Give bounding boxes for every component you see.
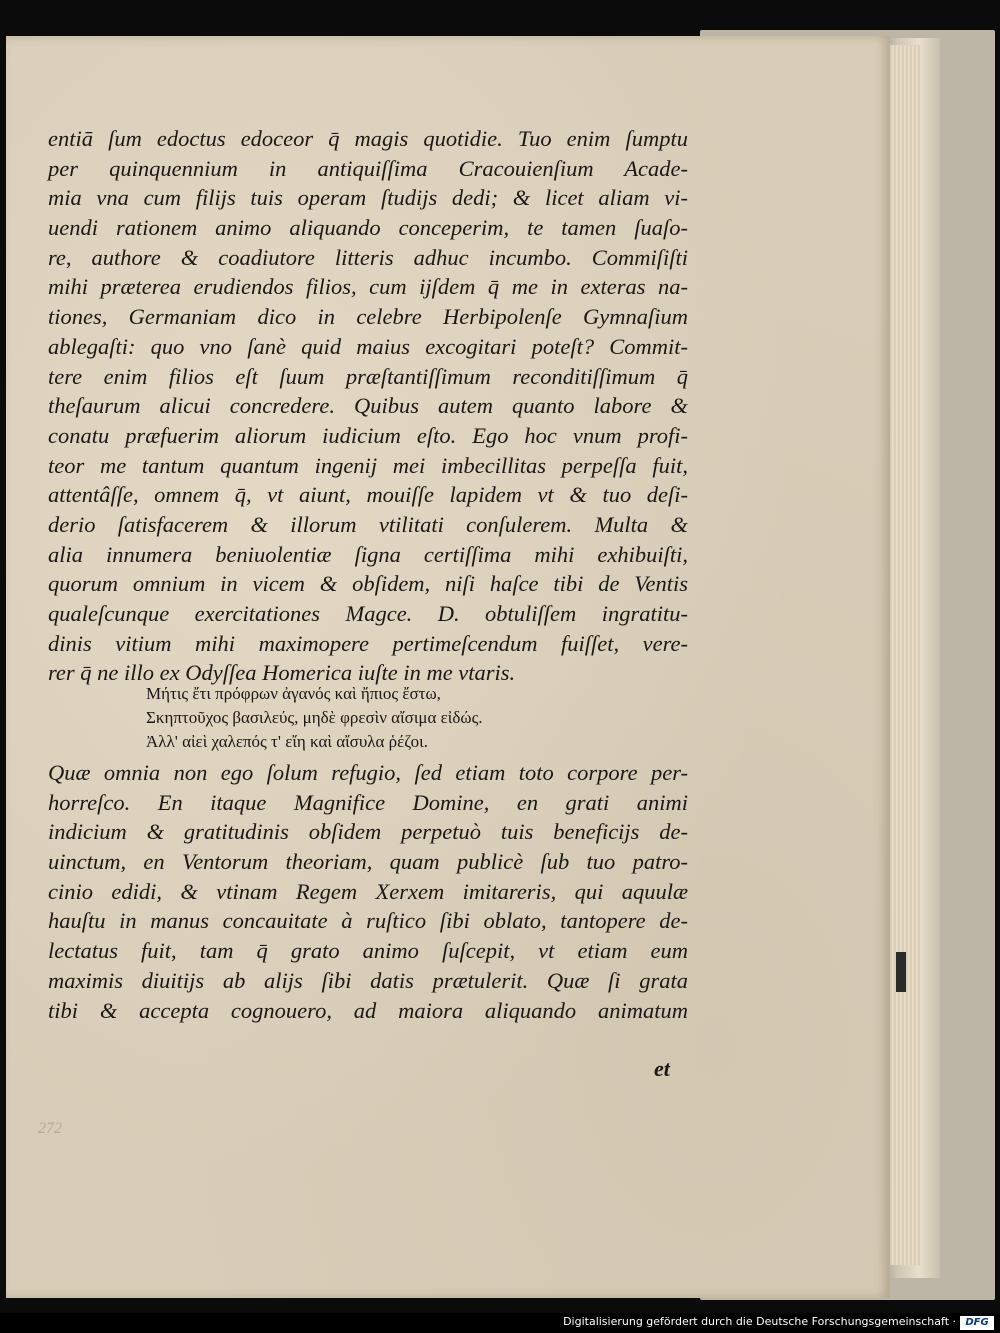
text-line: lectatus fuit, tam q̄ grato animo ſuſcepit, vt etiam eum	[48, 938, 688, 964]
text-line: cinio edidi, & vtinam Regem Xerxem imitareris, qui aquulæ	[48, 878, 688, 904]
catchword: et	[654, 1056, 670, 1081]
text-line: quorum omnium in vicem & obſidem, niſi haſce tibi de Ventis	[48, 571, 688, 597]
text-line: uendi rationem animo aliquando conceperim, te tamen ſuaſo-	[48, 215, 688, 241]
text-line: theſaurum alicui concredere. Quibus autem quanto labore &	[48, 393, 688, 419]
dfg-logo: DFG	[960, 1316, 994, 1330]
greek-verse-line: Μήτις ἔτι πρόφρων ἀγανός καὶ ἤπιος ἔστω,	[146, 684, 441, 703]
text-line: dinis vitium mihi maximopere pertimeſcendum fuiſſet, vere-	[48, 630, 688, 656]
book-page	[6, 36, 890, 1298]
text-line: conatu præfuerim aliorum iudicium eſto. Ego hoc vnum profi-	[48, 422, 688, 448]
text-line: tiones, Germaniam dico in celebre Herbipolenſe Gymnaſium	[48, 304, 688, 330]
text-line: hauſtu in manus concauitate à ruſtico ſibi oblato, tantopere de-	[48, 908, 688, 934]
body-text	[48, 124, 688, 688]
text-line: tere enim filios eſt ſuum præſtantiſſimum reconditiſſimum q̄	[48, 363, 688, 389]
text-line: indicium & gratitudinis obſidem perpetuò tuis beneficijs de-	[48, 819, 688, 845]
text-line: tibi & accepta cognouero, ad maiora aliquando animatum	[48, 997, 688, 1023]
text-line: per quinquennium in antiquiſſima Cracouienſium Acade-	[48, 155, 688, 181]
text-line: ablegaſti: quo vno ſanè quid maius excogitari poteſt? Commit-	[48, 333, 688, 359]
text-line: derio ſatisfacerem & illorum vtilitati conſulerem. Multa &	[48, 511, 688, 537]
text-line: alia innumera beniuolentiæ ſigna certiſſima mihi exhibuiſti,	[48, 541, 688, 567]
footer-credit: Digitalisierung gefördert durch die Deutsche Forschungsgemeinschaft ·	[563, 1315, 956, 1328]
text-line: horreſco. En itaque Magnifice Domine, en grati animi	[48, 789, 688, 815]
text-line: uinctum, en Ventorum theoriam, quam publicè ſub tuo patro-	[48, 849, 688, 875]
text-line: maximis diuitijs ab alijs ſibi datis prætulerit. Quæ ſi grata	[48, 967, 688, 993]
body-text-continued	[48, 758, 688, 1025]
footer-bar	[0, 1313, 1000, 1333]
text-line: entiā ſum edoctus edoceor q̄ magis quotidie. Tuo enim ſumptu	[48, 126, 688, 151]
text-line: rer q̄ ne illo ex Odyſſea Homerica iuſte in me vtaris.	[48, 660, 516, 686]
text-line: mihi præterea erudiendos filios, cum ijſdem q̄ me in exteras na-	[48, 274, 688, 300]
text-line: teor me tantum quantum ingenij mei imbecillitas perpeſſa fuit,	[48, 452, 688, 478]
pencil-note: 272	[38, 1120, 62, 1137]
greek-verse-line: Σκηπτοῦχος βασιλεύς, μηδὲ φρεσὶν αἴσιμα εἰδώς.	[146, 708, 483, 727]
text-line: qualeſcunque exercitationes Magce. D. obtuliſſem ingratitu-	[48, 601, 688, 626]
text-line: attentâſſe, omnem q̄, vt aiunt, mouiſſe lapidem vt & tuo deſi-	[48, 482, 688, 508]
text-line: mia vna cum filijs tuis operam ſtudijs dedi; & licet aliam vi-	[48, 185, 688, 211]
color-marker-strip	[896, 952, 906, 992]
text-line: re, authore & coadiutore litteris adhuc incumbo. Commiſiſti	[48, 244, 688, 270]
greek-verse-line: Ἀλλ' αἰεὶ χαλεπός τ' εἴη καὶ αἴσυλα ῥέζοι.	[146, 732, 429, 751]
text-line: Quæ omnia non ego ſolum refugio, ſed etiam toto corpore per-	[48, 760, 688, 785]
